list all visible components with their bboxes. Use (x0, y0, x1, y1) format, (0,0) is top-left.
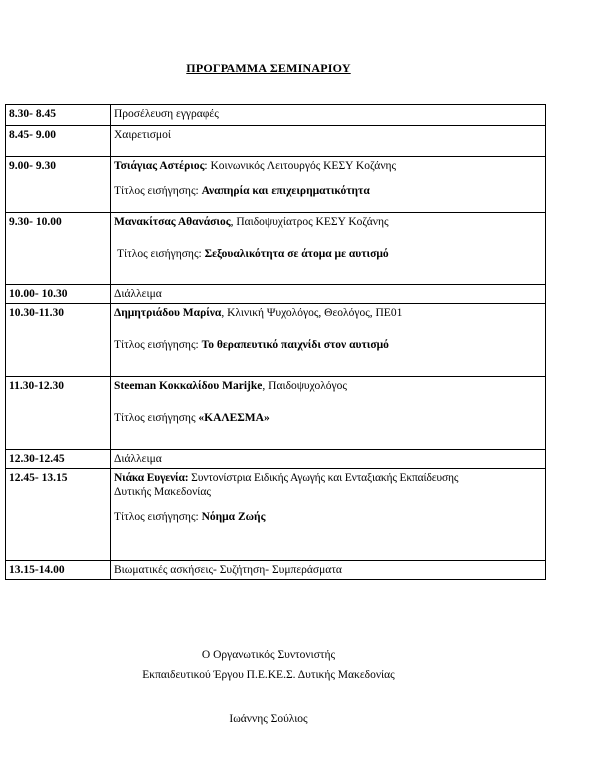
speaker-name: Δημητριάδου Μαρίνα (114, 307, 222, 319)
table-row (6, 377, 546, 450)
time-cell: 10.00- 10.30 (6, 285, 111, 304)
speaker-name: Νιάκα Ευγενία: (114, 472, 189, 484)
talk-label: Τίτλος εισήγησης: (114, 339, 202, 351)
description-cell (111, 469, 546, 561)
table-row (6, 450, 546, 469)
table-row (6, 561, 546, 580)
footer-signatory: Ιωάννης Σούλιος (229, 713, 308, 725)
description-cell (111, 157, 546, 213)
time-cell: 13.15-14.00 (6, 561, 111, 580)
talk-title: Αναπηρία και επιχειρηματικότητα (201, 185, 370, 197)
time-cell: 9.30- 10.00 (6, 213, 111, 285)
speaker-role: : Κοινωνικός Λειτουργός ΚΕΣΥ Κοζάνης (204, 160, 397, 172)
activity-text: Διάλλειμα (114, 288, 162, 300)
speaker-role: Συντονίστρια Ειδικής Αγωγής και Ενταξιακής Εκπαίδευσης (188, 472, 459, 484)
speaker-role: , Παιδοψυχίατρος ΚΕΣΥ Κοζάνης (230, 216, 389, 228)
talk-title: «ΚΑΛΕΣΜΑ» (198, 412, 270, 424)
speaker-role: , Κλινική Ψυχολόγος, Θεολόγος, ΠΕ01 (221, 307, 403, 319)
table-row (6, 105, 546, 126)
page-title: ΠΡΟΓΡΑΜΜΑ ΣΕΜΙΝΑΡΙΟΥ (186, 61, 351, 75)
description-cell (111, 213, 546, 285)
activity-text: Προσέλευση εγγραφές (114, 108, 219, 120)
speaker-name: Μανακίτσας Αθανάσιος (114, 216, 231, 228)
table-row (6, 157, 546, 213)
time-cell: 9.00- 9.30 (6, 157, 111, 213)
description-cell (111, 561, 546, 580)
table-row (6, 213, 546, 285)
footer-organization: Εκπαιδευτικού Έργου Π.Ε.ΚΕ.Σ. Δυτικής Μακεδονίας (142, 669, 395, 681)
time-cell: 8.30- 8.45 (6, 105, 111, 126)
activity-text: Διάλλειμα (114, 453, 162, 465)
table-row (6, 285, 546, 304)
schedule-table (5, 104, 546, 580)
time-cell: 8.45- 9.00 (6, 126, 111, 157)
description-cell (111, 126, 546, 157)
description-cell (111, 450, 546, 469)
talk-label: Τίτλος εισήγησης: (114, 511, 202, 523)
table-row (6, 304, 546, 377)
description-cell (111, 105, 546, 126)
talk-label: Τίτλος εισήγησης: (114, 185, 202, 197)
talk-title: Το θεραπευτικό παιχνίδι στον αυτισμό (201, 339, 389, 351)
activity-text: Χαιρετισμοί (114, 129, 171, 141)
time-cell: 12.45- 13.15 (6, 469, 111, 561)
talk-title: Νόημα Ζωής (201, 511, 266, 523)
footer-coordinator-title: Ο Οργανωτικός Συντονιστής (201, 649, 336, 661)
talk-title: Σεξουαλικότητα σε άτομα με αυτισμό (204, 248, 389, 260)
talk-label: Τίτλος εισήγησης (114, 412, 199, 424)
time-cell: 10.30-11.30 (6, 304, 111, 377)
speaker-name: Τσιάγιας Αστέριος (114, 160, 205, 172)
table-row (6, 126, 546, 157)
description-cell (111, 377, 546, 450)
time-cell: 11.30-12.30 (6, 377, 111, 450)
time-cell: 12.30-12.45 (6, 450, 111, 469)
activity-text: Βιωματικές ασκήσεις- Συζήτηση- Συμπεράσματα (114, 564, 342, 576)
table-row (6, 469, 546, 561)
description-cell (111, 304, 546, 377)
speaker-name: Steeman Κοκκαλίδου Marijke (114, 380, 263, 392)
speaker-role-continued: Δυτικής Μακεδονίας (114, 486, 211, 498)
description-cell (111, 285, 546, 304)
talk-label: Τίτλος εισήγησης: (117, 248, 205, 260)
speaker-role: , Παιδοψυχολόγος (262, 380, 347, 392)
